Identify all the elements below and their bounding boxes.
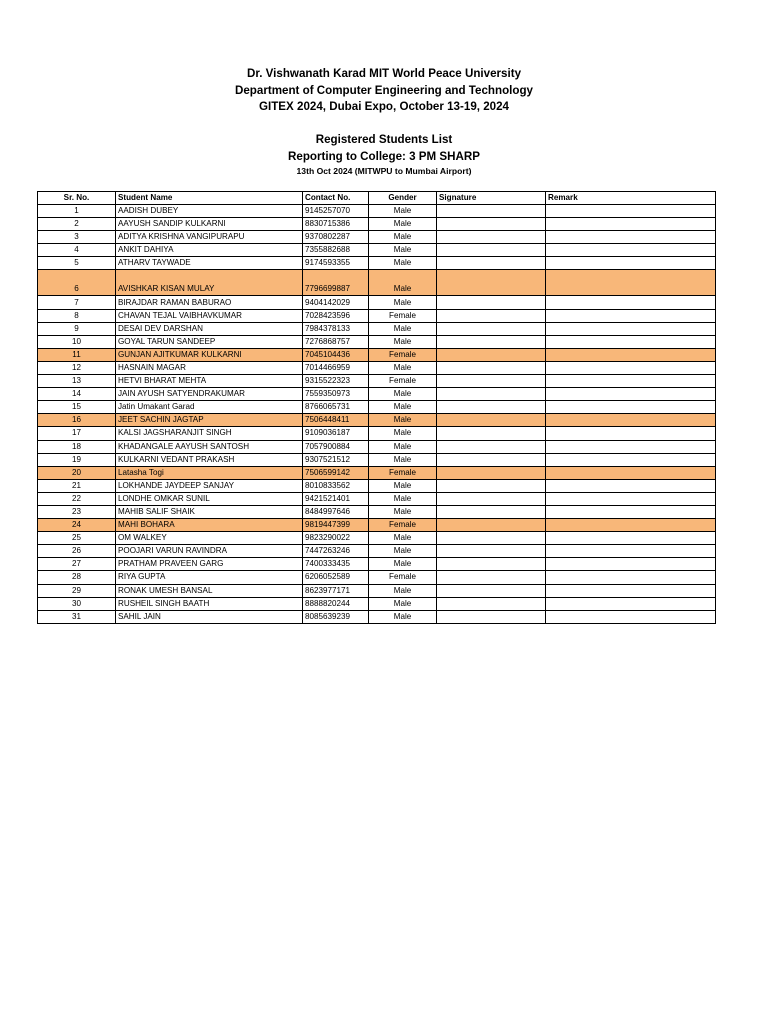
contact-no-cell: 9145257070	[303, 205, 369, 218]
gender-cell: Male	[369, 453, 437, 466]
remark-cell	[546, 348, 716, 361]
remark-cell	[546, 479, 716, 492]
signature-cell	[437, 519, 546, 532]
contact-no-cell: 8766065731	[303, 401, 369, 414]
student-name-cell: JEET SACHIN JAGTAP	[116, 414, 303, 427]
student-name-cell: JAIN AYUSH SATYENDRAKUMAR	[116, 388, 303, 401]
student-name-cell: RONAK UMESH BANSAL	[116, 584, 303, 597]
contact-no-cell: 7355882688	[303, 244, 369, 257]
signature-cell	[437, 375, 546, 388]
column-header-gender: Gender	[369, 192, 437, 205]
signature-cell	[437, 453, 546, 466]
signature-cell	[437, 571, 546, 584]
table-row	[38, 388, 716, 401]
table-row	[38, 244, 716, 257]
gender-cell: Male	[369, 532, 437, 545]
student-name-cell: AAYUSH SANDIP KULKARNI	[116, 218, 303, 231]
sr-no-cell: 12	[38, 361, 116, 374]
student-name-cell: ADITYA KRISHNA VANGIPURAPU	[116, 231, 303, 244]
signature-cell	[437, 296, 546, 309]
remark-cell	[546, 492, 716, 505]
remark-cell	[546, 218, 716, 231]
sr-no-cell: 6	[38, 270, 116, 296]
signature-cell	[437, 597, 546, 610]
table-row	[38, 335, 716, 348]
gender-cell: Male	[369, 414, 437, 427]
contact-no-cell: 9307521512	[303, 453, 369, 466]
signature-cell	[437, 335, 546, 348]
gender-cell: Female	[369, 348, 437, 361]
remark-cell	[546, 610, 716, 623]
signature-cell	[437, 479, 546, 492]
contact-no-cell: 7045104436	[303, 348, 369, 361]
contact-no-cell: 8888820244	[303, 597, 369, 610]
signature-cell	[437, 361, 546, 374]
student-name-cell: ATHARV TAYWADE	[116, 257, 303, 270]
table-row	[38, 519, 716, 532]
signature-cell	[437, 427, 546, 440]
sr-no-cell: 11	[38, 348, 116, 361]
sr-no-cell: 31	[38, 610, 116, 623]
sr-no-cell: 20	[38, 466, 116, 479]
sr-no-cell: 26	[38, 545, 116, 558]
table-row	[38, 479, 716, 492]
list-header	[0, 132, 768, 177]
sr-no-cell: 2	[38, 218, 116, 231]
signature-cell	[437, 205, 546, 218]
remark-cell	[546, 427, 716, 440]
remark-cell	[546, 270, 716, 296]
remark-cell	[546, 453, 716, 466]
signature-cell	[437, 610, 546, 623]
remark-cell	[546, 401, 716, 414]
remark-cell	[546, 375, 716, 388]
remark-cell	[546, 361, 716, 374]
table-row	[38, 218, 716, 231]
column-header-sr-no: Sr. No.	[38, 192, 116, 205]
sr-no-cell: 21	[38, 479, 116, 492]
contact-no-cell: 7796699887	[303, 270, 369, 296]
gender-cell: Male	[369, 584, 437, 597]
sr-no-cell: 8	[38, 309, 116, 322]
gender-cell: Male	[369, 335, 437, 348]
student-name-cell: ANKIT DAHIYA	[116, 244, 303, 257]
gender-cell: Male	[369, 231, 437, 244]
signature-cell	[437, 270, 546, 296]
table-header-row	[38, 192, 716, 205]
gender-cell: Male	[369, 270, 437, 296]
remark-cell	[546, 545, 716, 558]
student-name-cell: BIRAJDAR RAMAN BABURAO	[116, 296, 303, 309]
sr-no-cell: 22	[38, 492, 116, 505]
sr-no-cell: 24	[38, 519, 116, 532]
column-header-signature: Signature	[437, 192, 546, 205]
gender-cell: Female	[369, 571, 437, 584]
students-table	[37, 191, 716, 624]
gender-cell: Male	[369, 558, 437, 571]
remark-cell	[546, 519, 716, 532]
reporting-time: Reporting to College: 3 PM SHARP	[288, 149, 480, 163]
signature-cell	[437, 257, 546, 270]
event-name: GITEX 2024, Dubai Expo, October 13-19, 2024	[258, 100, 509, 113]
table-row	[38, 597, 716, 610]
remark-cell	[546, 335, 716, 348]
remark-cell	[546, 414, 716, 427]
contact-no-cell: 9404142029	[303, 296, 369, 309]
contact-no-cell: 7447263246	[303, 545, 369, 558]
university-name: Dr. Vishwanath Karad MIT World Peace University	[246, 67, 522, 80]
remark-cell	[546, 257, 716, 270]
sr-no-cell: 18	[38, 440, 116, 453]
contact-no-cell: 8010833562	[303, 479, 369, 492]
signature-cell	[437, 545, 546, 558]
remark-cell	[546, 532, 716, 545]
sr-no-cell: 9	[38, 322, 116, 335]
student-name-cell: Jatin Umakant Garad	[116, 401, 303, 414]
remark-cell	[546, 309, 716, 322]
remark-cell	[546, 440, 716, 453]
student-name-cell: LONDHE OMKAR SUNIL	[116, 492, 303, 505]
table-row	[38, 231, 716, 244]
sr-no-cell: 17	[38, 427, 116, 440]
column-header-remark: Remark	[546, 192, 716, 205]
signature-cell	[437, 244, 546, 257]
student-name-cell: KHADANGALE AAYUSH SANTOSH	[116, 440, 303, 453]
student-name-cell: HASNAIN MAGAR	[116, 361, 303, 374]
gender-cell: Male	[369, 401, 437, 414]
table-row	[38, 322, 716, 335]
signature-cell	[437, 218, 546, 231]
gender-cell: Female	[369, 375, 437, 388]
table-row	[38, 427, 716, 440]
remark-cell	[546, 584, 716, 597]
signature-cell	[437, 231, 546, 244]
contact-no-cell: 9174593355	[303, 257, 369, 270]
table-row	[38, 270, 716, 296]
contact-no-cell: 9819447399	[303, 519, 369, 532]
contact-no-cell: 8085639239	[303, 610, 369, 623]
table-row	[38, 205, 716, 218]
student-name-cell: GUNJAN AJITKUMAR KULKARNI	[116, 348, 303, 361]
gender-cell: Male	[369, 205, 437, 218]
contact-no-cell: 9421521401	[303, 492, 369, 505]
table-row	[38, 348, 716, 361]
gender-cell: Male	[369, 597, 437, 610]
sr-no-cell: 4	[38, 244, 116, 257]
sr-no-cell: 5	[38, 257, 116, 270]
sr-no-cell: 14	[38, 388, 116, 401]
contact-no-cell: 7506599142	[303, 466, 369, 479]
remark-cell	[546, 571, 716, 584]
sr-no-cell: 13	[38, 375, 116, 388]
student-name-cell: AADISH DUBEY	[116, 205, 303, 218]
contact-no-cell: 7984378133	[303, 322, 369, 335]
signature-cell	[437, 348, 546, 361]
table-row	[38, 296, 716, 309]
sr-no-cell: 25	[38, 532, 116, 545]
signature-cell	[437, 309, 546, 322]
gender-cell: Male	[369, 440, 437, 453]
remark-cell	[546, 505, 716, 518]
gender-cell: Male	[369, 427, 437, 440]
student-name-cell: POOJARI VARUN RAVINDRA	[116, 545, 303, 558]
sr-no-cell: 16	[38, 414, 116, 427]
table-row	[38, 492, 716, 505]
contact-no-cell: 9109036187	[303, 427, 369, 440]
sr-no-cell: 1	[38, 205, 116, 218]
gender-cell: Male	[369, 505, 437, 518]
student-name-cell: AVISHKAR KISAN MULAY	[116, 270, 303, 296]
remark-cell	[546, 597, 716, 610]
table-row	[38, 309, 716, 322]
student-name-cell: HETVI BHARAT MEHTA	[116, 375, 303, 388]
sr-no-cell: 30	[38, 597, 116, 610]
sr-no-cell: 28	[38, 571, 116, 584]
contact-no-cell: 8830715386	[303, 218, 369, 231]
student-name-cell: DESAI DEV DARSHAN	[116, 322, 303, 335]
contact-no-cell: 7057900884	[303, 440, 369, 453]
student-name-cell: PRATHAM PRAVEEN GARG	[116, 558, 303, 571]
table-row	[38, 505, 716, 518]
table-row	[38, 466, 716, 479]
table-row	[38, 453, 716, 466]
gender-cell: Female	[369, 466, 437, 479]
contact-no-cell: 7276868757	[303, 335, 369, 348]
remark-cell	[546, 231, 716, 244]
signature-cell	[437, 492, 546, 505]
gender-cell: Female	[369, 519, 437, 532]
sr-no-cell: 3	[38, 231, 116, 244]
contact-no-cell: 7506448411	[303, 414, 369, 427]
signature-cell	[437, 505, 546, 518]
document-header	[0, 66, 768, 116]
table-row	[38, 584, 716, 597]
remark-cell	[546, 205, 716, 218]
contact-no-cell: 7400333435	[303, 558, 369, 571]
student-name-cell: CHAVAN TEJAL VAIBHAVKUMAR	[116, 309, 303, 322]
sr-no-cell: 29	[38, 584, 116, 597]
remark-cell	[546, 296, 716, 309]
sr-no-cell: 27	[38, 558, 116, 571]
sr-no-cell: 10	[38, 335, 116, 348]
remark-cell	[546, 244, 716, 257]
gender-cell: Female	[369, 309, 437, 322]
student-name-cell: OM WALKEY	[116, 532, 303, 545]
signature-cell	[437, 584, 546, 597]
table-row	[38, 257, 716, 270]
student-name-cell: SAHIL JAIN	[116, 610, 303, 623]
gender-cell: Male	[369, 479, 437, 492]
gender-cell: Male	[369, 296, 437, 309]
remark-cell	[546, 388, 716, 401]
gender-cell: Male	[369, 218, 437, 231]
student-name-cell: RUSHEIL SINGH BAATH	[116, 597, 303, 610]
student-name-cell: GOYAL TARUN SANDEEP	[116, 335, 303, 348]
contact-no-cell: 7559350973	[303, 388, 369, 401]
signature-cell	[437, 440, 546, 453]
sr-no-cell: 7	[38, 296, 116, 309]
signature-cell	[437, 322, 546, 335]
remark-cell	[546, 466, 716, 479]
department-name: Department of Computer Engineering and Technology	[234, 83, 534, 97]
contact-no-cell: 9315522323	[303, 375, 369, 388]
gender-cell: Male	[369, 244, 437, 257]
table-row	[38, 440, 716, 453]
column-header-contact-no: Contact No.	[303, 192, 369, 205]
contact-no-cell: 7028423596	[303, 309, 369, 322]
contact-no-cell: 8623977171	[303, 584, 369, 597]
student-name-cell: RIYA GUPTA	[116, 571, 303, 584]
gender-cell: Male	[369, 257, 437, 270]
list-title: Registered Students List	[315, 133, 453, 146]
table-row	[38, 361, 716, 374]
table-row	[38, 610, 716, 623]
contact-no-cell: 7014466959	[303, 361, 369, 374]
table-row	[38, 545, 716, 558]
column-header-student-name: Student Name	[116, 192, 303, 205]
signature-cell	[437, 558, 546, 571]
gender-cell: Male	[369, 388, 437, 401]
table-body	[38, 205, 716, 624]
signature-cell	[437, 466, 546, 479]
table-row	[38, 414, 716, 427]
student-name-cell: KALSI JAGSHARANJIT SINGH	[116, 427, 303, 440]
gender-cell: Male	[369, 322, 437, 335]
sr-no-cell: 23	[38, 505, 116, 518]
travel-info: 13th Oct 2024 (MITWPU to Mumbai Airport)	[296, 166, 472, 176]
signature-cell	[437, 532, 546, 545]
contact-no-cell: 9370802287	[303, 231, 369, 244]
sr-no-cell: 19	[38, 453, 116, 466]
student-name-cell: LOKHANDE JAYDEEP SANJAY	[116, 479, 303, 492]
table-row	[38, 401, 716, 414]
student-name-cell: KULKARNI VEDANT PRAKASH	[116, 453, 303, 466]
signature-cell	[437, 388, 546, 401]
remark-cell	[546, 322, 716, 335]
gender-cell: Male	[369, 610, 437, 623]
gender-cell: Male	[369, 361, 437, 374]
student-name-cell: MAHIB SALIF SHAIK	[116, 505, 303, 518]
signature-cell	[437, 401, 546, 414]
table-row	[38, 571, 716, 584]
table-row	[38, 558, 716, 571]
table-row	[38, 375, 716, 388]
signature-cell	[437, 414, 546, 427]
student-name-cell: MAHI BOHARA	[116, 519, 303, 532]
contact-no-cell: 9823290022	[303, 532, 369, 545]
gender-cell: Male	[369, 492, 437, 505]
gender-cell: Male	[369, 545, 437, 558]
contact-no-cell: 6206052589	[303, 571, 369, 584]
remark-cell	[546, 558, 716, 571]
contact-no-cell: 8484997646	[303, 505, 369, 518]
student-name-cell: Latasha Togi	[116, 466, 303, 479]
sr-no-cell: 15	[38, 401, 116, 414]
table-row	[38, 532, 716, 545]
